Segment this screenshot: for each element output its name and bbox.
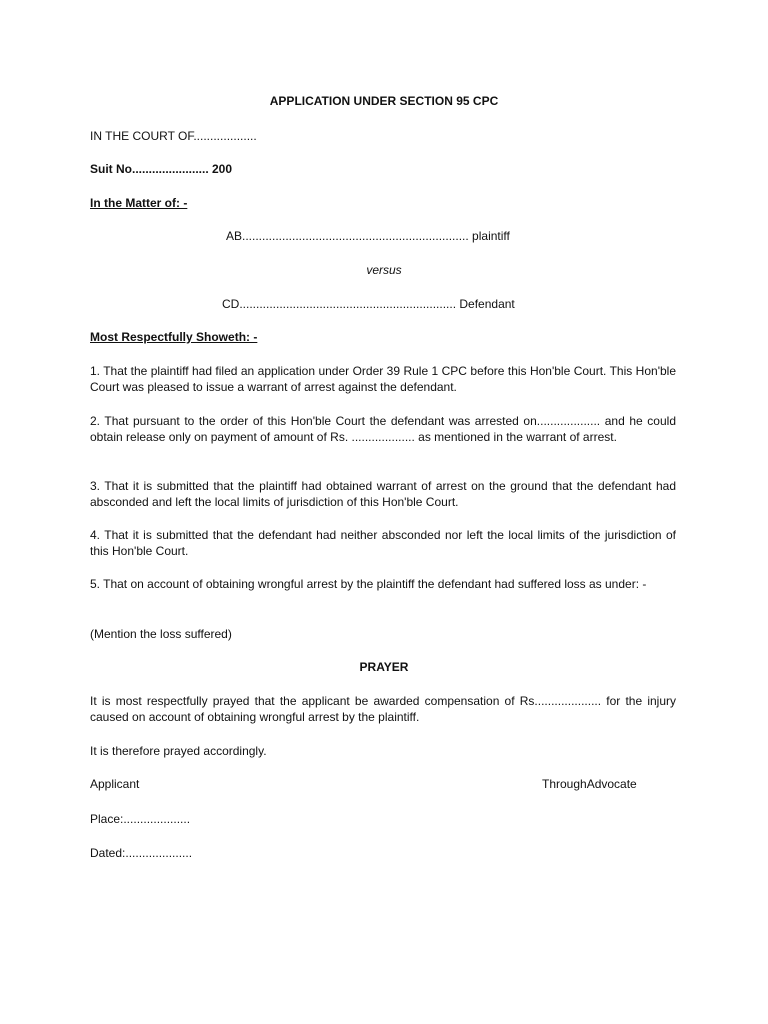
plaintiff-line: AB.................................................................... plaintiff — [226, 229, 510, 243]
paragraph-3: 3. That it is submitted that the plaintiff had obtained warrant of arrest on the ground that the defendant had absconded and left the local limits of jurisdiction of this Hon'ble Court. — [90, 479, 676, 509]
paragraph-2: 2. That pursuant to the order of this Hon'ble Court the defendant was arrested on................... and he could obtain release only on payment of amount of Rs. ................... as mentioned in the warrant of arrest. — [90, 414, 676, 444]
dated-line: Dated:.................... — [90, 846, 193, 860]
court-line: IN THE COURT OF................... — [90, 129, 257, 143]
applicant-label: Applicant — [90, 777, 140, 791]
loss-note: (Mention the loss suffered) — [90, 627, 232, 641]
paragraph-4: 4. That it is submitted that the defendant had neither absconded nor left the local limits of the jurisdiction of this Hon'ble Court. — [90, 528, 676, 558]
matter-heading: In the Matter of: - — [90, 196, 188, 210]
versus-label: versus — [366, 263, 402, 277]
place-line: Place:.................... — [90, 812, 191, 826]
prayer-heading: PRAYER — [359, 660, 409, 674]
through-advocate-label: ThroughAdvocate — [542, 777, 637, 791]
suit-number: Suit No....................... 200 — [90, 162, 233, 176]
paragraph-1: 1. That the plaintiff had filed an application under Order 39 Rule 1 CPC before this Hon'ble Court. This Hon'ble Court was pleased to issue a warrant of arrest against the defendant. — [90, 364, 676, 394]
document-title: APPLICATION UNDER SECTION 95 CPC — [269, 94, 499, 108]
prayed-accordingly: It is therefore prayed accordingly. — [90, 744, 267, 758]
paragraph-5: 5. That on account of obtaining wrongful arrest by the plaintiff the defendant had suffered loss as under: - — [90, 577, 647, 591]
defendant-line: CD................................................................. Defendant — [222, 297, 515, 311]
prayer-text: It is most respectfully prayed that the applicant be awarded compensation of Rs.................... for the injury caused on account of obtaining wrongful arrest by the plaintiff. — [90, 694, 676, 724]
showeth-heading: Most Respectfully Showeth: - — [90, 330, 258, 344]
